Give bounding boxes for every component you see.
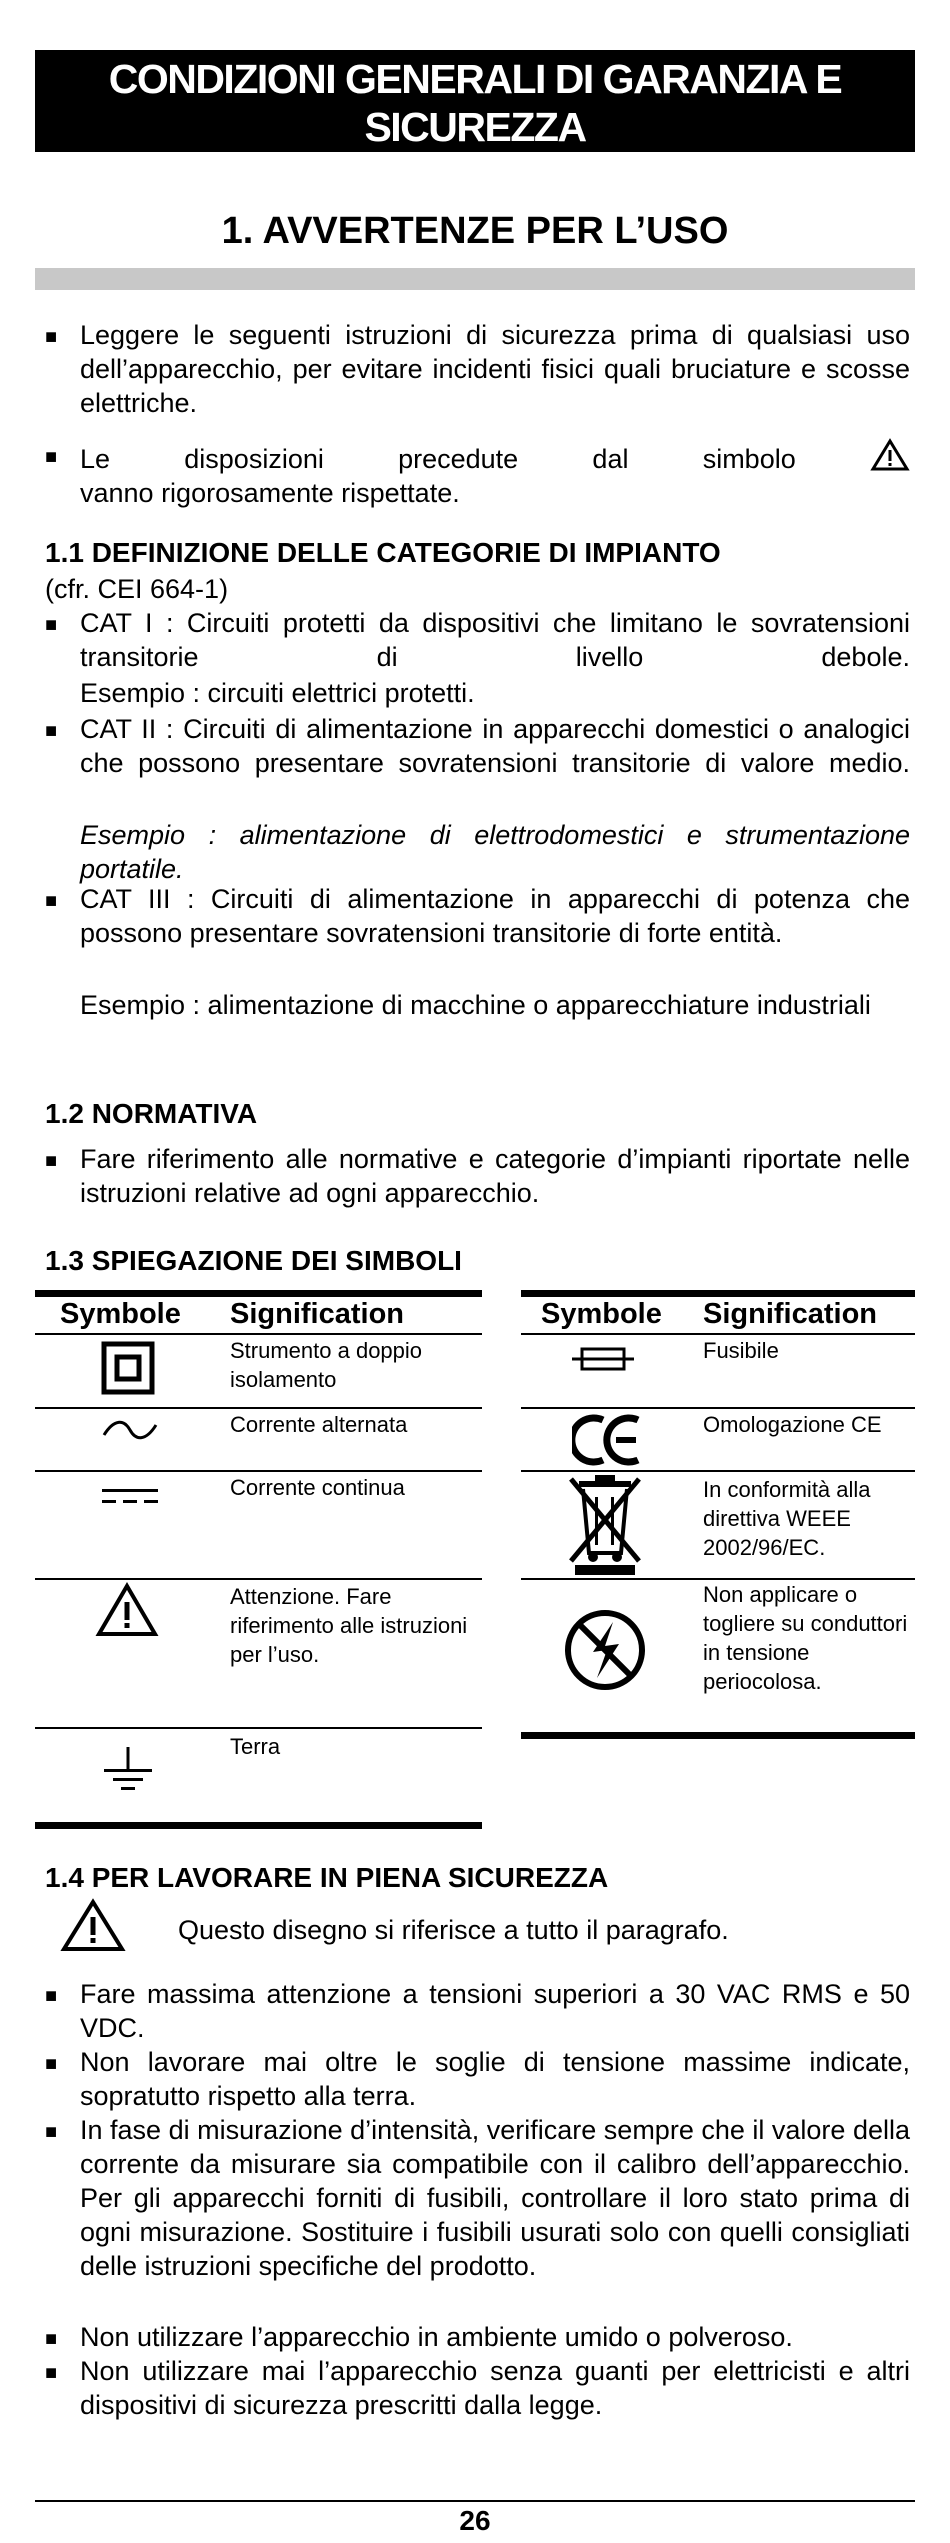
table-rule <box>35 1290 482 1297</box>
col-meaning: Signification <box>703 1298 877 1330</box>
cat3-text: CAT III : Circuiti di alimentazione in apparecchi di potenza che possono presentare sovratensioni transitorie di forte entità. <box>80 884 910 948</box>
table-rule <box>35 1470 482 1472</box>
table-row: Strumento a doppio isolamento <box>230 1338 423 1392</box>
table-row: In conformità alla direttiva WEEE 2002/96/EC. <box>703 1477 871 1560</box>
table-row: Corrente alternata <box>230 1412 408 1437</box>
table-row: Terra <box>230 1734 281 1759</box>
page-number: 26 <box>459 2505 491 2536</box>
warning-icon <box>95 1582 159 1643</box>
table-row: Attenzione. Fare riferimento alle istruzioni per l’uso. <box>230 1584 468 1667</box>
bullet-marker: ■ <box>45 614 58 636</box>
double-insulation-icon <box>100 1340 156 1401</box>
no-live-conductor-icon <box>563 1608 647 1697</box>
intro-bullet-2-start: Le disposizioni precedute dal simbolo <box>80 444 796 474</box>
table-row: Fusibile <box>703 1338 779 1363</box>
fuse-icon <box>570 1345 636 1378</box>
cat2-text: CAT II : Circuiti di alimentazione in apparecchi domestici o analogici che possono presentare sovratensioni transitorie di valore medio. <box>80 714 910 778</box>
ac-icon <box>100 1415 160 1450</box>
cat1-text: CAT I : Circuiti protetti da dispositivi che limitano le sovratensioni transitorie di livello debole. <box>80 608 910 672</box>
bullet-marker: ■ <box>45 326 58 348</box>
bullet-marker: ■ <box>45 2053 58 2075</box>
heading-1-3: 1.3 SPIEGAZIONE DEI SIMBOLI <box>45 1245 462 1276</box>
warning-icon <box>870 438 910 472</box>
bullet-marker: ■ <box>45 446 58 468</box>
bullet-marker: ■ <box>45 1985 58 2007</box>
bullet-marker: ■ <box>45 1150 58 1172</box>
heading-1-1: 1.1 DEFINIZIONE DELLE CATEGORIE DI IMPIANTO <box>45 537 721 568</box>
table-row: Non applicare o togliere su conduttori in tensione periocolosa. <box>703 1582 908 1694</box>
normativa-bullet: Fare riferimento alle normative e categorie d’impianti riportate nelle istruzioni relative ad ogni apparecchio. <box>80 1144 910 1208</box>
table-rule <box>35 1407 482 1409</box>
bullet-marker: ■ <box>45 2362 58 2384</box>
heading-1-1-ref: (cfr. CEI 664-1) <box>45 574 229 604</box>
table-rule <box>521 1470 915 1472</box>
table-row: Corrente continua <box>230 1475 405 1500</box>
heading-1-4: 1.4 PER LAVORARE IN PIENA SICUREZZA <box>45 1862 609 1893</box>
bullet-marker: ■ <box>45 890 58 912</box>
table-rule <box>521 1732 915 1739</box>
col-symbol: Symbole <box>60 1298 181 1330</box>
page-title: CONDIZIONI GENERALI DI GARANZIA E SICUREZZA <box>35 50 915 152</box>
earth-icon <box>100 1745 156 1800</box>
col-symbol: Symbole <box>541 1298 662 1330</box>
safety-bullet-5: Non utilizzare mai l’apparecchio senza guanti per elettricisti e altri dispositivi di sicurezza prescritti dalla legge. <box>80 2356 910 2420</box>
table-rule <box>35 1578 482 1580</box>
table-rule <box>35 1727 482 1729</box>
table-rule <box>521 1333 915 1335</box>
cat1-example: Esempio : circuiti elettrici protetti. <box>80 678 475 708</box>
bullet-marker: ■ <box>45 720 58 742</box>
safety-bullet-1: Fare massima attenzione a tensioni superiori a 30 VAC RMS e 50 VDC. <box>80 1979 910 2043</box>
ce-icon <box>572 1412 642 1473</box>
cat2-example: Esempio : alimentazione di elettrodomestici e strumentazione portatile. <box>80 820 910 884</box>
safety-bullet-2: Non lavorare mai oltre le soglie di tensione massime indicate, sopratutto rispetto alla terra. <box>80 2047 910 2111</box>
intro-bullet-1: Leggere le seguenti istruzioni di sicurezza prima di qualsiasi uso dell’apparecchio, per evitare incidenti fisici quali bruciature e scosse elettriche. <box>80 320 910 418</box>
table-rule <box>35 1822 482 1829</box>
safety-bullet-3: In fase di misurazione d’intensità, verificare sempre che il valore della corrente da misurare sia compatibile con il calibro dell’apparecchio. Per gli apparecchi forniti di fusibili, controllare il loro stato prima di ogni misurazione. Sostituire i fusibili usurati solo con quelli consigliati delle istruzioni specifiche del prodotto. <box>80 2115 910 2281</box>
table-rule <box>35 1333 482 1335</box>
heading-1-2: 1.2 NORMATIVA <box>45 1098 258 1129</box>
col-meaning: Signification <box>230 1298 404 1330</box>
table-rule <box>521 1407 915 1409</box>
bullet-marker: ■ <box>45 2328 58 2350</box>
section-heading: 1. AVVERTENZE PER L’USO <box>221 210 729 252</box>
table-rule <box>521 1290 915 1297</box>
intro-bullet-2-end: vanno rigorosamente rispettate. <box>80 478 460 508</box>
bullet-marker: ■ <box>45 2121 58 2143</box>
cat3-example: Esempio : alimentazione di macchine o apparecchiature industriali <box>80 990 871 1020</box>
dc-icon <box>100 1485 160 1514</box>
safety-bullet-4: Non utilizzare l’apparecchio in ambiente umido o polveroso. <box>80 2322 793 2352</box>
paragraph-note: Questo disegno si riferisce a tutto il paragrafo. <box>178 1915 729 1945</box>
table-row: Omologazione CE <box>703 1412 882 1437</box>
weee-bin-icon <box>565 1473 645 1582</box>
intro-bullet-2 <box>80 438 910 510</box>
footer-rule <box>35 2500 915 2502</box>
warning-icon <box>60 1898 126 1957</box>
section-divider <box>35 268 915 290</box>
